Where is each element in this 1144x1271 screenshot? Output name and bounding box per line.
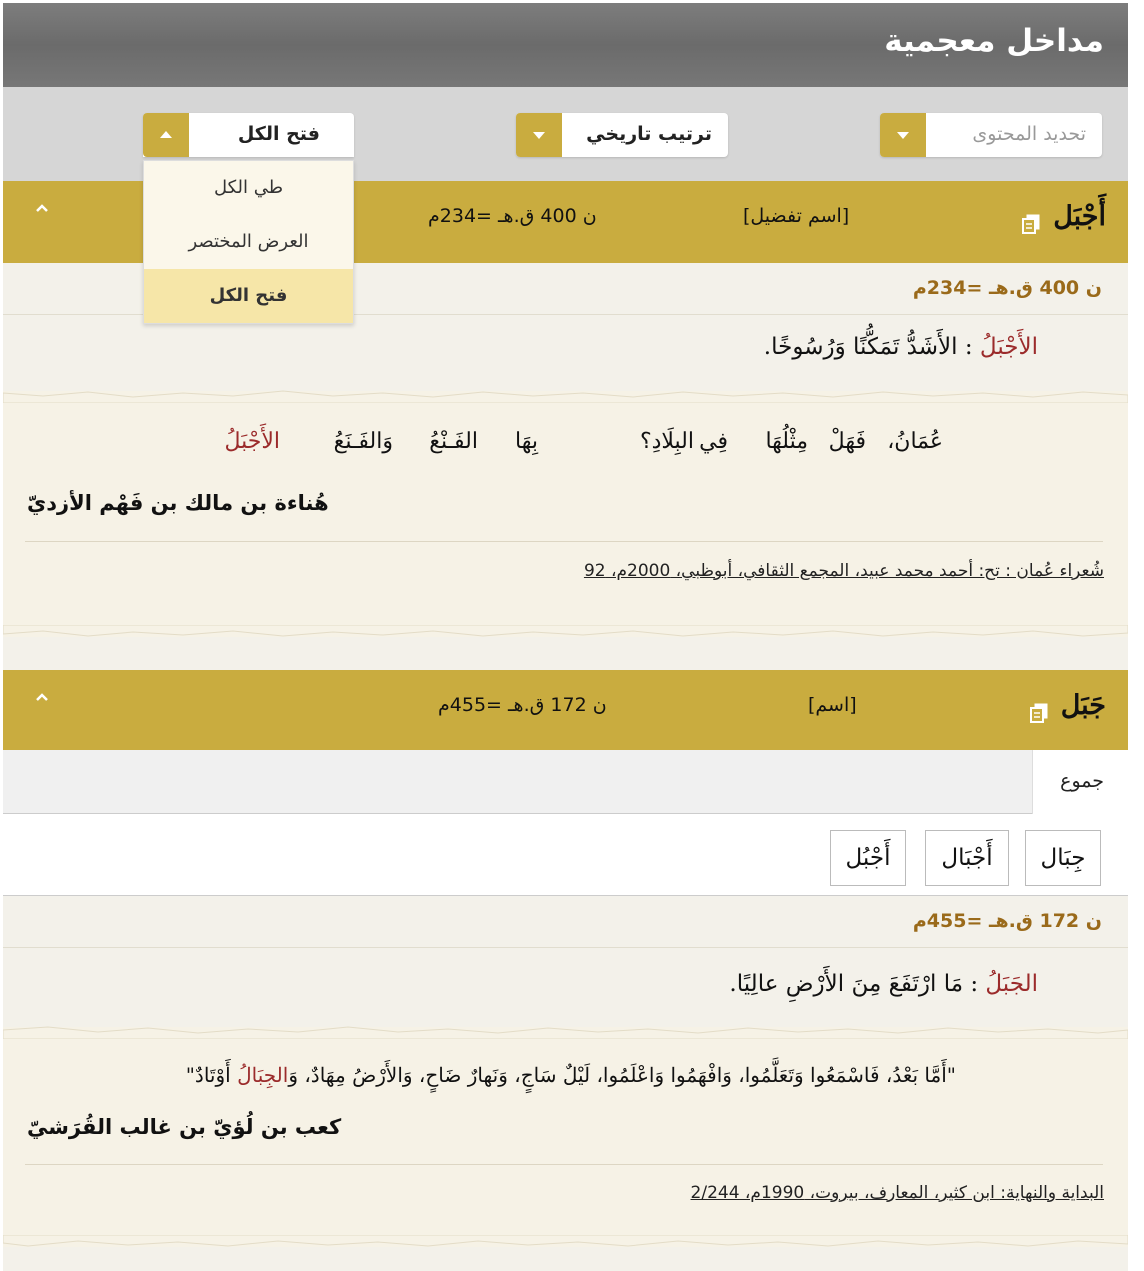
entry-header[interactable]: [3, 670, 1128, 752]
quote-box: [3, 1027, 1128, 1247]
source-link[interactable]: البداية والنهاية: ابن كثير، المعارف، بيروت، 1990م، 2/244: [690, 1183, 1104, 1203]
verse-word: بِهَا: [515, 429, 538, 454]
verse-word: وَالفَـنَعُ: [333, 429, 393, 454]
entry-category: [اسم تفضيل]: [743, 205, 850, 227]
chevron-down-icon[interactable]: [880, 113, 926, 157]
tab-plurals-label: جموع: [1060, 770, 1104, 792]
torn-edge-bottom: [3, 1235, 1128, 1251]
verse-word: الأَجْبَلُ: [224, 429, 280, 454]
entry-definition: [3, 316, 1128, 394]
entry-date: ن 400 ق.هـ =234م: [428, 205, 597, 227]
entry-headword: أَجْبَل: [1053, 201, 1106, 232]
app-frame: [3, 3, 1128, 1271]
verse-word: عُمَانُ،: [887, 429, 943, 454]
option-collapse-all[interactable]: طي الكل: [213, 177, 284, 198]
chevron-down-icon[interactable]: [516, 113, 562, 157]
torn-edge-top: [3, 1023, 1128, 1039]
definition-text: [764, 334, 1038, 360]
form-chip[interactable]: جِبَال: [1025, 830, 1101, 886]
chevron-up-icon[interactable]: [33, 199, 51, 217]
verse-word: فَهَلْ: [828, 429, 866, 454]
chevron-up-icon[interactable]: [143, 113, 189, 157]
entry-date-detail: ن 172 ق.هـ =455م: [912, 910, 1102, 932]
quote-text-before: "أَمَّا بَعْدُ، فَاسْمَعُوا وَتَعَلَّمُوا، وَافْهَمُوا وَاعْلَمُوا، لَيْلٌ سَاجٍ، وَنَهارٌ ضَاحٍ، وَالأَرْضُ مِهَادٌ، وَ: [288, 1063, 956, 1087]
form-chip[interactable]: أَجْبُل: [830, 830, 906, 886]
page-header: [3, 3, 1128, 87]
view-mode-select[interactable]: [143, 113, 354, 157]
definition-body: : مَا ارْتَفَعَ مِنَ الأَرْضِ عالِيًا.: [729, 971, 986, 997]
order-select-value: ترتيب تاريخي: [586, 123, 712, 145]
definition-body: : الأَشَدُّ تَمَكُّنًا وَرُسُوخًا.: [763, 334, 980, 360]
divider: [25, 1164, 1103, 1165]
divider: [25, 541, 1103, 542]
definition-headword: الجَبَلُ: [985, 971, 1038, 997]
verse-word: البِلَادِ؟: [639, 429, 694, 454]
copy-icon[interactable]: [1028, 702, 1050, 724]
form-chip[interactable]: أَجْبَال: [925, 830, 1009, 886]
verse-word: فِي: [699, 429, 728, 454]
order-select[interactable]: [516, 113, 728, 157]
entry-definition: [3, 949, 1128, 1027]
entry-headword: جَبَل: [1060, 690, 1106, 721]
content-filter-placeholder: تحديد المحتوى: [972, 123, 1086, 145]
entry-date-row: [3, 896, 1128, 948]
torn-edge-bottom: [3, 625, 1128, 641]
chevron-up-icon[interactable]: [33, 688, 51, 706]
quote-box: [3, 391, 1128, 637]
quote-text: [186, 1063, 956, 1087]
tab-plurals[interactable]: [1032, 750, 1128, 814]
source-link[interactable]: شُعراء عُمان : تح: أحمد محمد عبيد، المجمع الثقافي، أبوظبي، 2000م، 92: [583, 561, 1104, 581]
quote-text-after: أَوْتَادٌ": [185, 1063, 238, 1087]
forms-row: [3, 814, 1128, 896]
poet-name: هُناءة بن مالك بن فَهْم الأزديّ: [27, 491, 329, 515]
torn-edge-top: [3, 387, 1128, 403]
definition-headword: الأَجْبَلُ: [979, 334, 1038, 360]
copy-icon[interactable]: [1020, 213, 1042, 235]
quote-headword: الجِبَالُ: [237, 1063, 289, 1087]
definition-text: [729, 971, 1038, 997]
page-title: مداخل معجمية: [884, 23, 1104, 59]
option-brief-view[interactable]: العرض المختصر: [188, 231, 309, 252]
view-mode-dropdown: [143, 160, 354, 324]
view-mode-value: فتح الكل: [237, 123, 320, 145]
entry-date-detail: ن 400 ق.هـ =234م: [912, 277, 1102, 299]
entry-category: [اسم]: [808, 694, 857, 716]
verse-word: الفَـنْعُ: [429, 429, 478, 454]
poet-name: كعب بن لُؤيّ بن غالب القُرَشيّ: [27, 1115, 342, 1139]
entry-date: ن 172 ق.هـ =455م: [438, 694, 607, 716]
forms-tab-row: [3, 750, 1128, 814]
verse-word: مِثْلُهَا: [765, 429, 808, 454]
option-expand-all[interactable]: فتح الكل: [144, 269, 353, 323]
content-filter-select[interactable]: [880, 113, 1102, 157]
